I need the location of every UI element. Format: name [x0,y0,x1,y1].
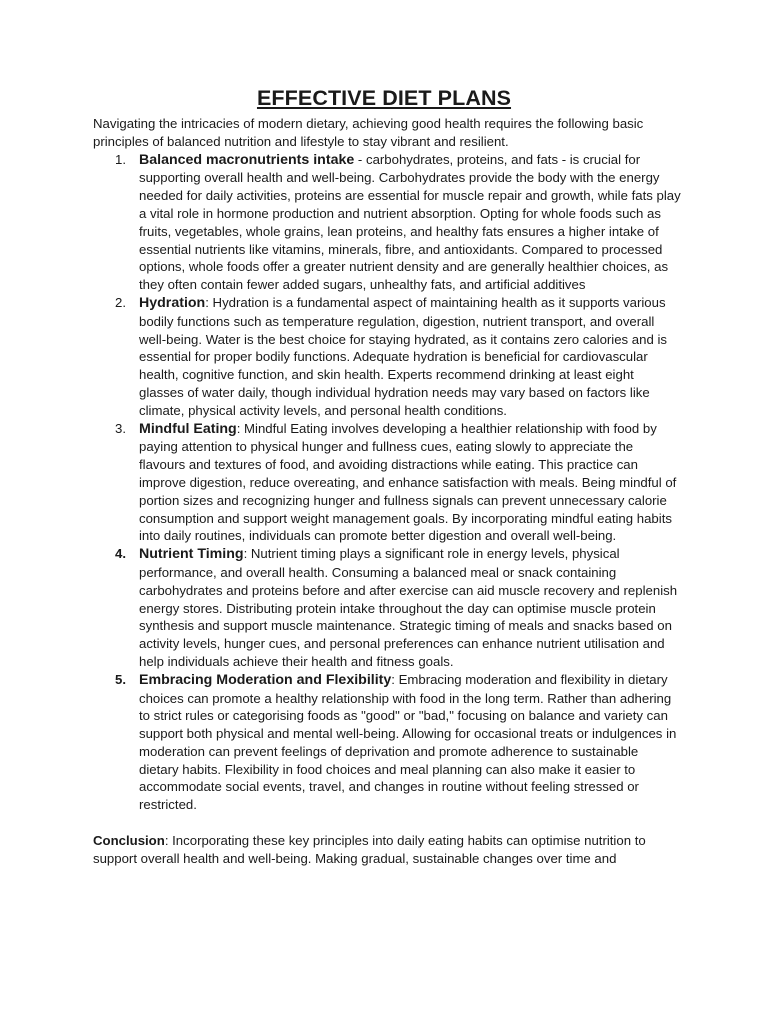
list-item-number: 1. [115,151,126,167]
list-item-text: - carbohydrates, proteins, and fats - is crucial for supporting overall health and well-being. Carbohydrates provide the body with the energy needed for daily activities, proteins are essential for muscle repair and growth, while fats play a vital role in hormone production and nutrient absorption. Opting for whole foods such as fruits, vegetables, whole grains, lean proteins, and healthy fats ensures a higher intake of essential nutrients like vitamins, minerals, fibre, and antioxidants. Compared to processed options, whole foods offer a greater nutrient density and are generally healthier choices, as they often contain fewer added sugars, unhealthy fats, and artificial additives [139,151,681,293]
conclusion-paragraph [93,832,681,868]
list-item [93,151,681,294]
list-item-text: : Hydration is a fundamental aspect of maintaining health as it supports various bodily functions such as temperature regulation, digestion, nutrient transport, and overall well-being. Water is the best choice for staying hydrated, as it contains zero calories and is essential for proper bodily functions. Adequate hydration is beneficial for cardiovascular health, cognitive function, and skin health. Experts recommend drinking at least eight glasses of water daily, though individual hydration needs may vary based on factors like climate, physical activity levels, and personal health conditions. [139,294,668,418]
list-item-heading: Embracing Moderation and Flexibility [139,671,392,688]
list-item [93,420,681,546]
page-title: EFFECTIVE DIET PLANS [256,86,512,110]
list-item [93,545,681,671]
intro-paragraph: Navigating the intricacies of modern dietary, achieving good health requires the following basic principles of balanced nutrition and lifestyle to stay vibrant and resilient. [93,116,644,149]
list-item-heading: Nutrient Timing [139,546,244,563]
list-item-text: : Embracing moderation and flexibility in dietary choices can promote a healthy relationship with food in the long term. Rather than adhering to strict rules or categorising foods as "good" or "bad," focusing on balance and variety can support both physical and mental well-being. Allowing for occasional treats or indulgences in moderation can prevent feelings of deprivation and promote adherence to sustainable dietary habits. Flexibility in food choices and meal planning can also make it easier to accommodate social events, travel, and changes in routine without feeling stressed or restricted. [139,671,677,813]
list-item-number: 2. [115,294,126,310]
list-item [93,294,681,420]
conclusion-label: Conclusion [93,832,165,848]
list-item-text: : Nutrient timing plays a significant role in energy levels, physical performance, and overall health. Consuming a balanced meal or snack containing carbohydrates and proteins before and after exercise can aid muscle recovery and replenish energy stores. Distributing protein intake throughout the day can optimise muscle protein synthesis and support muscle maintenance. Strategic timing of meals and snacks based on activity levels, hunger cues, and personal preferences can enhance nutrient utilisation and help individuals achieve their health and fitness goals. [139,546,678,669]
list-item-heading: Balanced macronutrients intake [139,151,355,168]
list-item-number: 3. [115,420,126,436]
list-item-number: 4. [115,546,126,562]
list-item-text: : Mindful Eating involves developing a healthier relationship with food by paying attention to physical hunger and fullness cues, eating slowly to appreciate the flavours and textures of food, and avoiding distractions while eating. This practice can improve digestion, reduce overeating, and enhance satisfaction with meals. Being mindful of portion sizes and recognizing hunger and fullness signals can prevent unnecessary calorie consumption and support weight management goals. By incorporating mindful eating habits into daily routines, individuals can promote better digestion and overall well-being. [139,420,677,544]
document-body [93,115,681,867]
list-item [93,671,681,814]
list-item-heading: Mindful Eating [139,420,237,437]
conclusion-text: : Incorporating these key principles into daily eating habits can optimise nutrition to support overall health and well-being. Making gradual, sustainable changes over time and [93,832,646,866]
list-item-number: 5. [115,671,126,687]
principles-list [93,151,681,814]
list-item-heading: Hydration [139,294,206,311]
